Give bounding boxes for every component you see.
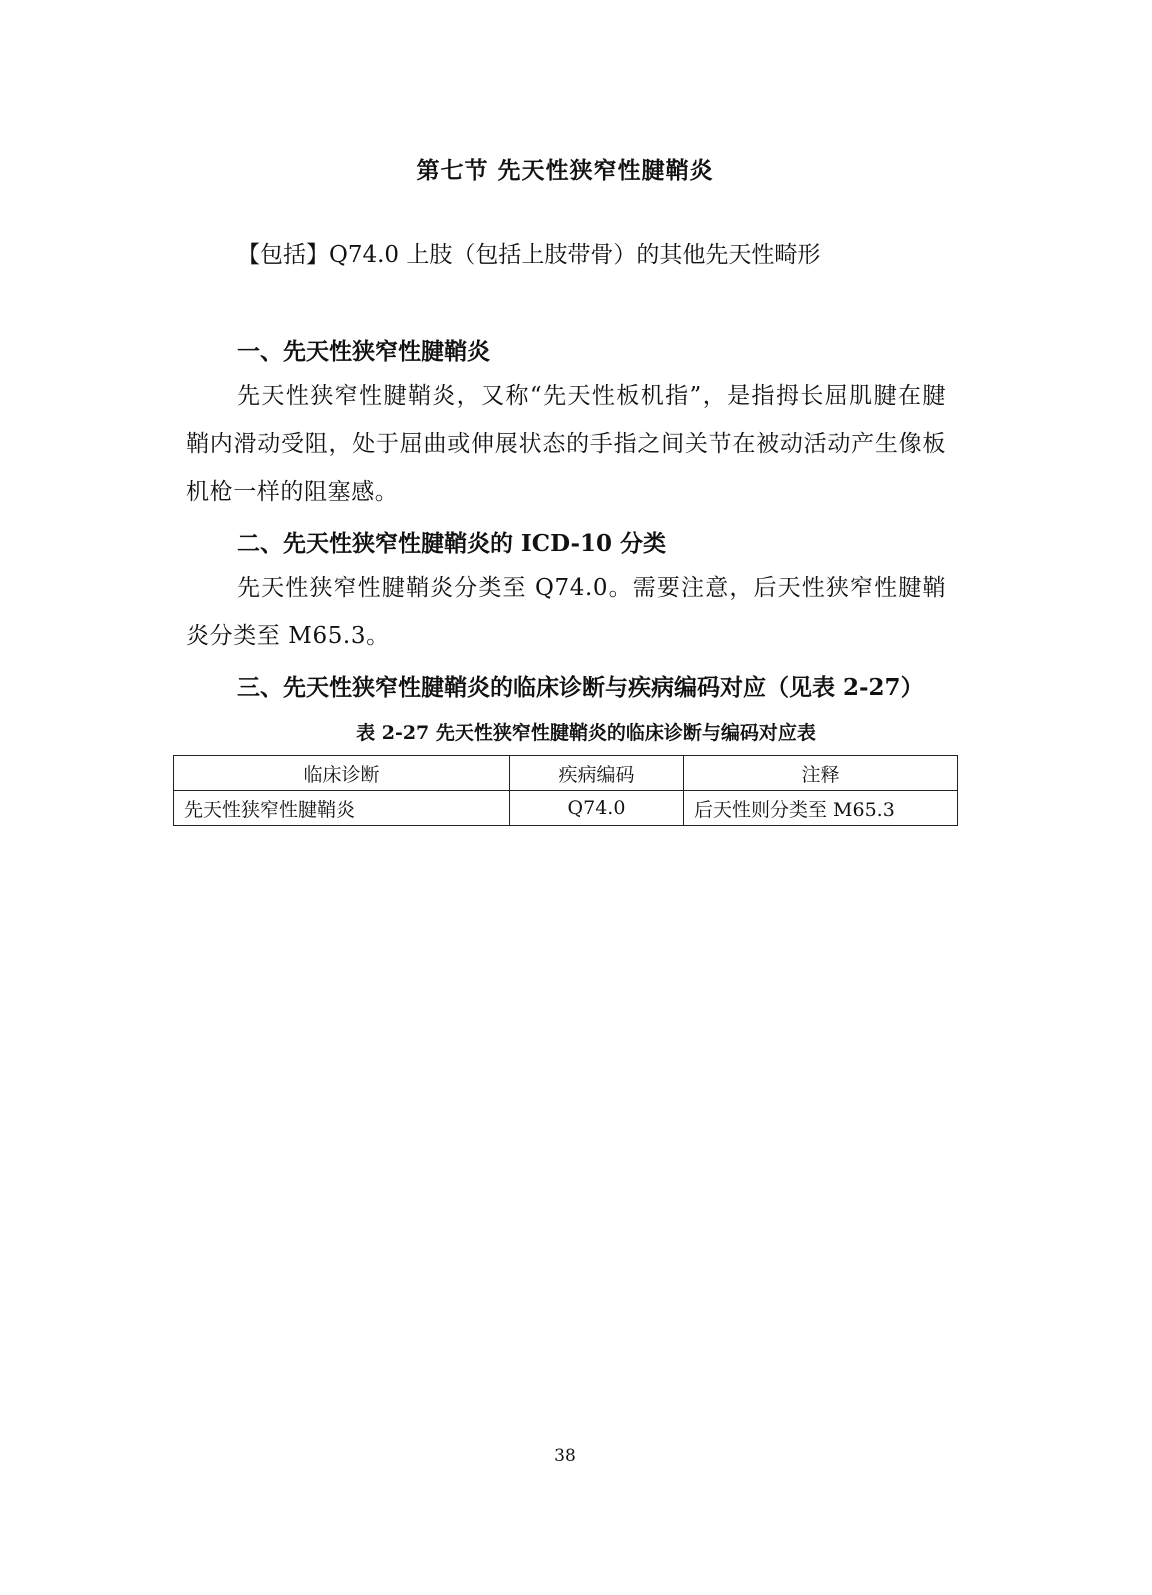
heading-1: 一、先天性狭窄性腱鞘炎 bbox=[237, 338, 490, 365]
table-header-cell: 疾病编码 bbox=[510, 756, 684, 791]
table-header-cell: 注释 bbox=[684, 756, 958, 791]
diagnosis-code-table bbox=[173, 755, 958, 826]
table-caption: 表 2-27 先天性狭窄性腱鞘炎的临床诊断与编码对应表 bbox=[356, 722, 816, 744]
heading-3: 三、先天性狭窄性腱鞘炎的临床诊断与疾病编码对应（见表 2-27） bbox=[237, 674, 924, 701]
heading-2: 二、先天性狭窄性腱鞘炎的 ICD-10 分类 bbox=[237, 530, 667, 557]
paragraph-1: 先天性狭窄性腱鞘炎，又称“先天性板机指”，是指拇长屈肌腱在腱鞘内滑动受阻，处于屈曲或伸展状态的手指之间关节在被动活动产生像板机枪一样的阻塞感。 bbox=[186, 383, 946, 505]
include-text: Q74.0 上肢（包括上肢带骨）的其他先天性畸形 bbox=[329, 242, 821, 268]
table-header-row bbox=[174, 756, 958, 791]
table-header-cell: 临床诊断 bbox=[174, 756, 510, 791]
table-cell-diagnosis: 先天性狭窄性腱鞘炎 bbox=[174, 791, 510, 826]
table-cell-code: Q74.0 bbox=[510, 791, 684, 826]
table-cell-note: 后天性则分类至 M65.3 bbox=[684, 791, 958, 826]
paragraph-2: 先天性狭窄性腱鞘炎分类至 Q74.0。需要注意，后天性狭窄性腱鞘炎分类至 M65.3。 bbox=[186, 575, 946, 649]
table-row bbox=[174, 791, 958, 826]
include-note bbox=[237, 236, 820, 269]
section-title: 第七节 先天性狭窄性腱鞘炎 bbox=[416, 157, 714, 184]
include-label: 【包括】 bbox=[237, 242, 329, 268]
page-number: 38 bbox=[554, 1446, 576, 1466]
